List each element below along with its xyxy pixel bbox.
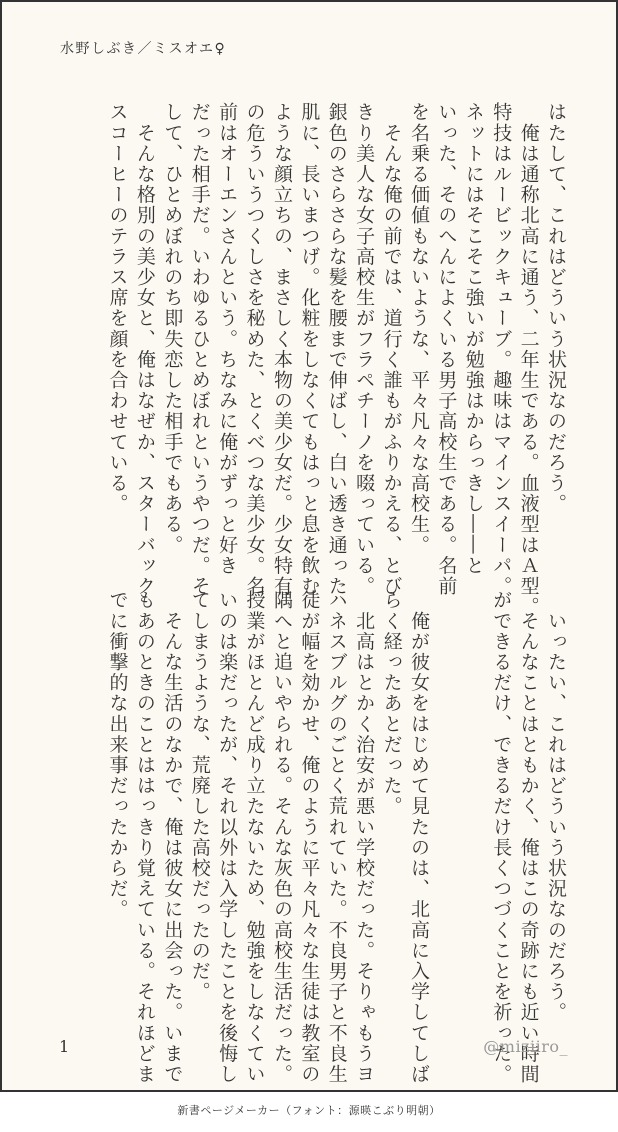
blank-line <box>459 590 486 1020</box>
text-line: 俺は通称北高に通う、二年生である。血液型はＡ型。 <box>517 102 540 617</box>
text-line: でに衝撃的な出来事だったからだ。 <box>106 590 129 920</box>
text-line: 俺が彼女をはじめて見たのは、北高に入学してしば <box>407 590 430 1085</box>
text-line: 授業がほとんど成り立たないため、勉強をしなくてい <box>243 590 266 1085</box>
text-line: 徒が幅を効かせ、俺のように平々凡々な生徒は教室の <box>298 590 321 1085</box>
text-line: てしまうような、荒廃した高校だったのだ。 <box>188 590 211 1002</box>
text-line: いのは楽だったが、それ以外は入学したことを後悔し <box>216 590 239 1085</box>
page-number: 1 <box>59 1037 70 1056</box>
text-line: そんな俺の前では、道行く誰もがふりかえる、とび <box>380 102 403 597</box>
page-header: 水野しぶき／ミスオエ♀ <box>60 41 227 57</box>
text-line: もあのときのことははっきり覚えている。それほどま <box>133 590 156 1085</box>
text-line: の危ういうつくしさを秘めた、とくべつな美少女。名 <box>243 102 266 597</box>
text-line: いった、そのへんによくいる男子高校生である。名前 <box>435 102 458 597</box>
text-line: 前はオーエンさんという。ちなみに俺がずっと好き <box>216 102 239 576</box>
text-line: そんな生活のなかで、俺は彼女に出会った。いまで <box>161 590 184 1085</box>
text-line: そんなことはともかく、俺はこの奇跡にも近い時間 <box>517 590 540 1085</box>
text-line: 肌に、長いまつげ。化粧をしなくてもはっと息を飲む <box>298 102 321 597</box>
text-line: きり美人な女子高校生がフラペチーノを啜っている。 <box>353 102 376 597</box>
text-line: ができるだけ、できるだけ長くつづくことを祈った。 <box>490 590 513 1085</box>
blank-line <box>432 590 459 1020</box>
text-line: 北高はとかく治安が悪い学校だった。そりゃもうヨ <box>353 590 376 1085</box>
text-line: いったい、これはどういう状況なのだろう。 <box>545 590 567 1023</box>
text-line: はたして、これはどういう状況なのだろう。 <box>545 102 567 514</box>
author-handle: @miziiro_ <box>483 1037 568 1056</box>
text-line: ような顔立ちの、まさしく本物の美少女だ。少女特有 <box>270 102 293 597</box>
text-line: 銀色のさらさらな髪を腰まで伸ばし、白い透き通った <box>325 102 348 597</box>
text-line: スコーヒーのテラス席を顔を合わせている。 <box>106 102 129 514</box>
text-line: ハネスブルグのごとく荒れていた。不良男子と不良生 <box>325 590 348 1085</box>
text-line: らく経ったあとだった。 <box>380 590 403 817</box>
text-line: ネットにはそこそこ強いが勉強はからっきし――と <box>462 102 485 576</box>
top-text-block <box>103 102 569 617</box>
text-line: を名乗る価値もないような、平々凡々な高校生。 <box>407 102 430 556</box>
text-line: 特技はルービックキューブ。趣味はマインスイーパ。 <box>490 102 513 597</box>
text-line: そんな格別の美少女と、俺はなぜか、スターバック <box>133 102 156 597</box>
text-line: して、ひとめぼれのち即失恋した相手でもある。 <box>161 102 184 556</box>
footer-credit: 新書ページメーカー（フォント：源暎こぶり明朝） <box>177 1104 441 1117</box>
text-line: だった相手だ。いわゆるひとめぼれというやつだ。そ <box>188 102 211 597</box>
text-line: 隅へと追いやられる。そんな灰色の高校生活だった。 <box>270 590 293 1085</box>
